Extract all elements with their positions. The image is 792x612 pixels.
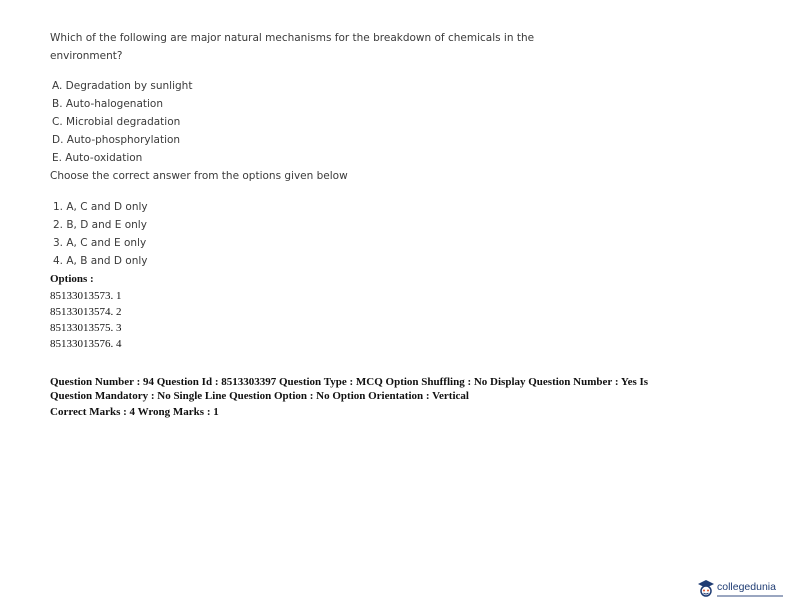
- statement-e: E. Auto-oxidation: [52, 152, 143, 164]
- options-heading: Options :: [50, 273, 94, 285]
- option-id-1: 85133013573. 1: [50, 290, 122, 302]
- option-id-4: 85133013576. 4: [50, 338, 122, 350]
- option-id-3: 85133013575. 3: [50, 322, 122, 334]
- statement-c: C. Microbial degradation: [52, 116, 181, 128]
- question-meta-line3: Correct Marks : 4 Wrong Marks : 1: [50, 406, 219, 418]
- statement-a: A. Degradation by sunlight: [52, 80, 193, 92]
- question-meta-line2: Question Mandatory : No Single Line Question Option : No Option Orientation : Vertical: [50, 390, 469, 402]
- instruction-text: Choose the correct answer from the options given below: [50, 170, 348, 182]
- answer-choice-2: 2. B, D and E only: [53, 219, 147, 231]
- statement-b: B. Auto-halogenation: [52, 98, 163, 110]
- brand-name: collegedunia: [717, 581, 776, 593]
- graduation-cap-logo-icon: [697, 578, 715, 598]
- question-text-line1: Which of the following are major natural mechanisms for the breakdown of chemicals in the: [50, 32, 535, 44]
- collegedunia-logo: [697, 578, 787, 606]
- question-meta-line1: Question Number : 94 Question Id : 8513303397 Question Type : MCQ Option Shuffling : No Display Question Number : Yes Is: [50, 376, 649, 388]
- brand-tagline-line: [717, 595, 783, 597]
- statement-d: D. Auto-phosphorylation: [52, 134, 181, 146]
- answer-choice-3: 3. A, C and E only: [53, 237, 147, 249]
- option-id-2: 85133013574. 2: [50, 306, 122, 318]
- answer-choice-1: 1. A, C and D only: [53, 201, 148, 213]
- question-text-line2: environment?: [50, 50, 123, 62]
- answer-choice-4: 4. A, B and D only: [53, 255, 148, 267]
